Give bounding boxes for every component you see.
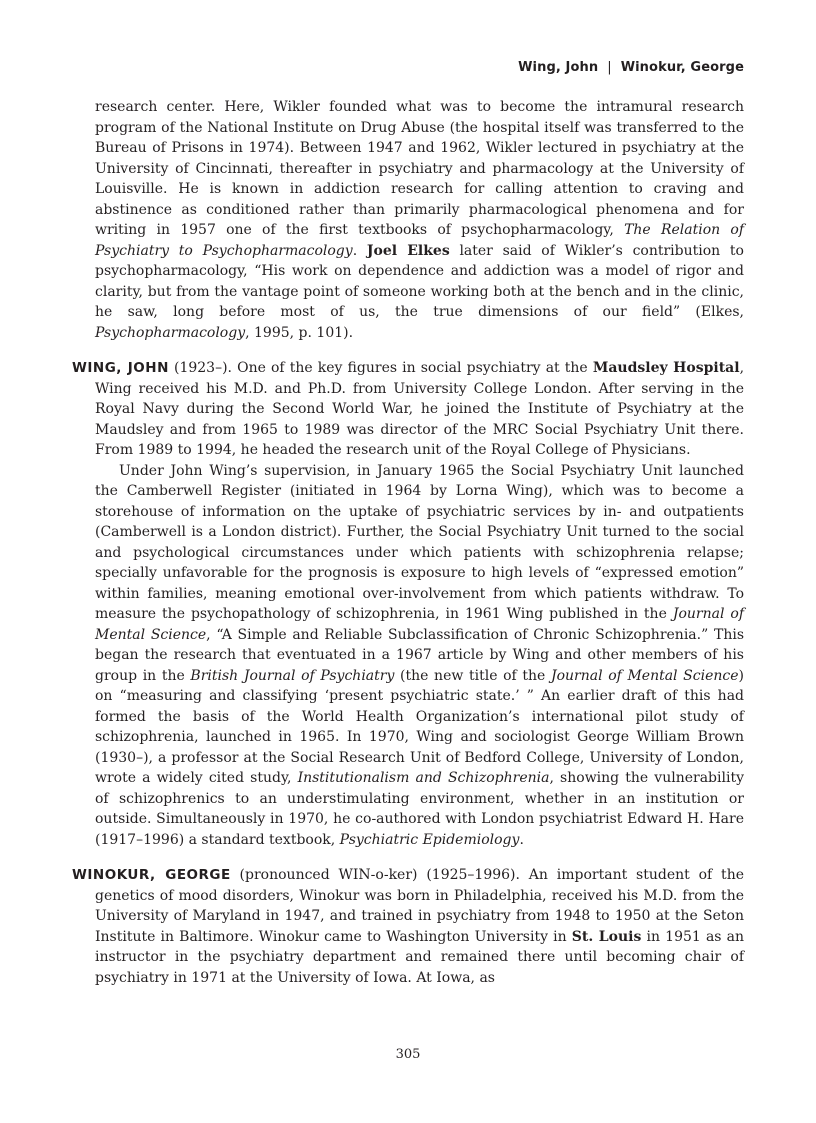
running-head-left-term: Wing, John (518, 60, 599, 75)
cross-reference-st-louis: St. Louis (571, 928, 642, 945)
text-run: in 1951 as an instructor in the psychiatry department and remained there until becoming chair of psychiatry in 1971 at the University of Iowa. At Iowa, as (95, 928, 744, 986)
page-body (72, 97, 744, 988)
running-head-separator: | (607, 60, 612, 75)
entry-headword-winokur: WINOKUR, GEORGE (72, 867, 231, 883)
text-run: , showing the vulnerability of schizophrenics to an understimulating environment, whether in an institution or outside. Simultaneously in 1970, he co-authored with London psychiatrist Edward H. Hare (1917–1996) a standard textbook, (95, 770, 744, 848)
text-run: ) on “measuring and classifying ‘present psychiatric state.’ ” An earlier draft of this had formed the basis of the World Health Organization’s international pilot study of schizophrenia, launched in 1965. In 1970, Wing and sociologist George William Brown (1930–), a professor at the Social Research Unit of Bedford College, University of London, wrote a widely cited study, (95, 667, 744, 786)
running-head (518, 60, 744, 75)
wikler-entry-continuation (72, 97, 744, 343)
text-run: later said of Wikler’s contribution to psychopharmacology, “His work on dependence and addiction was a model of rigor and clarity, but from the vantage point of someone working both at the bench and in the clinic, he saw, long before most of us, the true dimensions of our field” (Elkes, (95, 242, 744, 320)
text-run: (the new title of the (394, 667, 551, 684)
page-number: 305 (395, 1047, 421, 1062)
wing-entry-paragraph-1 (72, 358, 744, 461)
running-head-right-term: Winokur, George (620, 60, 744, 75)
text-run: (1923–). One of the key figures in social psychiatry at the (168, 360, 593, 376)
book-title: Institutionalism and Schizophrenia (297, 770, 550, 786)
text-run: , 1995, p. 101). (245, 324, 354, 341)
source-title: Psychopharmacology (95, 324, 246, 341)
book-title: The Relation of Psychiatry to Psychopharmacology (95, 222, 744, 259)
text-run: . (352, 242, 367, 259)
text-run: research center. Here, Wikler founded what was to become the intramural research program of the National Institute on Drug Abuse (the hospital itself was transferred to the Bureau of Prisons in 1974). Between 1947 and 1962, Wikler lectured in psychiatry at the University of Cincinnati, thereafter in psychiatry and pharmacology at the University of Louisville. He is known in addiction research for calling attention to craving and abstinence as conditioned rather than primarily pharmacological phenomena and for writing in 1957 one of the first textbooks of psychopharmacology, (95, 99, 744, 238)
text-run: . (519, 831, 524, 848)
text-run: Under John Wing’s supervision, in January 1965 the Social Psychiatry Unit launched the Camberwell Register (initiated in 1964 by Lorna Wing), which was to become a storehouse of information on the uptake of psychiatric services by in- and outpatients (Camberwell is a London district). Further, the Social Psychiatry Unit turned to the social and psychological circumstances under which patients with schizophrenia relapse; specially unfavorable for the prognosis is exposure to high levels of “expressed emotion” within families, meaning emotional over-involvement from which patients withdraw. To measure the psychopathology of schizophrenia, in 1961 Wing published in the (95, 462, 744, 622)
wing-entry-paragraph-2 (72, 461, 744, 851)
cross-reference-maudsley: Maudsley Hospital (592, 360, 740, 376)
cross-reference-elkes: Joel Elkes (366, 242, 450, 259)
journal-title: Journal of Mental Science (550, 667, 739, 684)
winokur-entry-paragraph-1 (72, 865, 744, 988)
text-run: , “A Simple and Reliable Subclassification of Chronic Schizophrenia.” This began the research that eventuated in a 1967 article by Wing and other members of his group in the (95, 626, 744, 684)
journal-title: British Journal of Psychiatry (190, 667, 395, 684)
text-run: (pronounced WIN-o-ker) (1925–1996). An important student of the genetics of mood disorders, Winokur was born in Philadelphia, received his M.D. from the University of Maryland in 1947, and trained in psychiatry from 1948 to 1950 at the Seton Institute in Baltimore. Winokur came to Washington University in (95, 867, 744, 945)
text-run: , Wing received his M.D. and Ph.D. from University College London. After serving in the Royal Navy during the Second World War, he joined the Institute of Psychiatry at the Maudsley and from 1965 to 1989 was director of the MRC Social Psychiatry Unit there. From 1989 to 1994, he headed the research unit of the Royal College of Physicians. (95, 360, 745, 458)
entry-headword-wing: WING, JOHN (72, 360, 169, 376)
book-title: Psychiatric Epidemiology (339, 831, 520, 848)
journal-title: Journal of Mental Science (95, 606, 744, 643)
